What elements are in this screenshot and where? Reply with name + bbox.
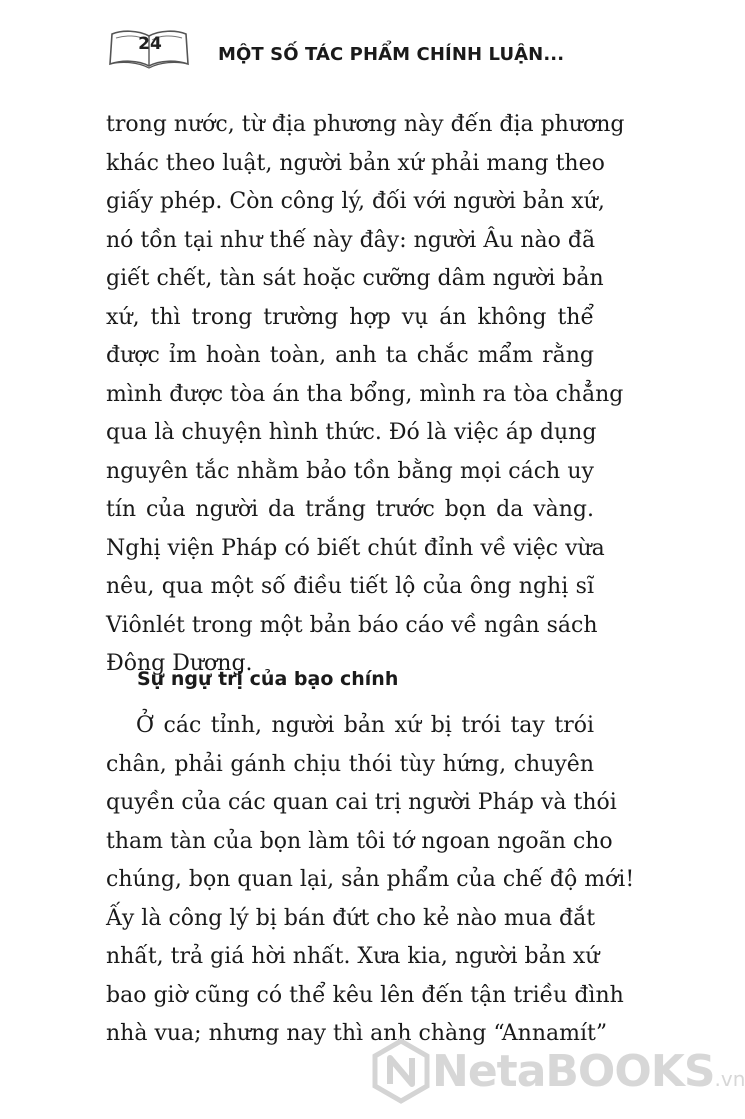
text-line: được ỉm hoàn toàn, anh ta chắc mẩm rằng (106, 343, 594, 368)
text-line: qua là chuyện hình thức. Đó là việc áp dụng (106, 420, 597, 445)
text-line: xứ, thì trong trường hợp vụ án không thể (106, 304, 594, 330)
text-line: tín của người da trắng trước bọn da vàng. (106, 497, 594, 522)
section-heading: Sự ngự trị của bạo chính (137, 668, 399, 690)
neta-n-hexagon-icon (370, 1038, 432, 1104)
text-line: Nghị viện Pháp có biết chút đỉnh về việc vừa (106, 535, 605, 561)
paragraph-1 (106, 106, 625, 684)
text-line: khác theo luật, người bản xứ phải mang theo (106, 150, 605, 176)
text-line: nhất, trả giá hời nhất. Xưa kia, người bản xứ (106, 944, 600, 969)
watermark-suffix: .vn (714, 1067, 745, 1091)
text-line: bao giờ cũng có thể kêu lên đến tận triều đình (106, 982, 624, 1008)
text-line: giấy phép. Còn công lý, đối với người bản xứ, (106, 189, 605, 214)
text-line: chân, phải gánh chịu thói tùy hứng, chuyên (106, 751, 594, 777)
page-number: 24 (138, 34, 162, 54)
text-line: Đông Dương. (106, 651, 253, 676)
netabooks-watermark (370, 1034, 745, 1114)
paragraph-2 (106, 707, 635, 1054)
text-line: nó tồn tại như thế này đây: người Âu nào đã (106, 227, 596, 253)
text-line: mình được tòa án tha bổng, mình ra tòa chẳng (106, 381, 624, 407)
text-line: trong nước, từ địa phương này đến địa phương (106, 112, 625, 137)
text-line: Ở các tỉnh, người bản xứ bị trói tay trói (136, 713, 594, 738)
page-header (0, 0, 700, 80)
watermark-brand: NetaBOOKS (432, 1046, 715, 1097)
text-line: tham tàn của bọn làm tôi tớ ngoan ngoãn cho (106, 828, 613, 854)
text-line: nguyên tắc nhằm bảo tồn bằng mọi cách uy (106, 458, 594, 484)
text-line: Viônlét trong một bản báo cáo về ngân sách (106, 612, 598, 638)
text-line: chúng, bọn quan lại, sản phẩm của chế độ mới! (106, 867, 635, 892)
watermark-text (432, 1046, 745, 1097)
text-line: quyền của các quan cai trị người Pháp và thói (106, 790, 617, 815)
text-line: Ấy là công lý bị bán đứt cho kẻ nào mua đắt (106, 905, 596, 931)
text-line: giết chết, tàn sát hoặc cưỡng dâm người bản (106, 266, 604, 291)
running-title: MỘT SỐ TÁC PHẨM CHÍNH LUẬN... (218, 44, 565, 65)
text-line: nêu, qua một số điều tiết lộ của ông nghị sĩ (106, 574, 594, 599)
text-line: nhà vua; nhưng nay thì anh chàng “Annamít” (106, 1021, 608, 1046)
